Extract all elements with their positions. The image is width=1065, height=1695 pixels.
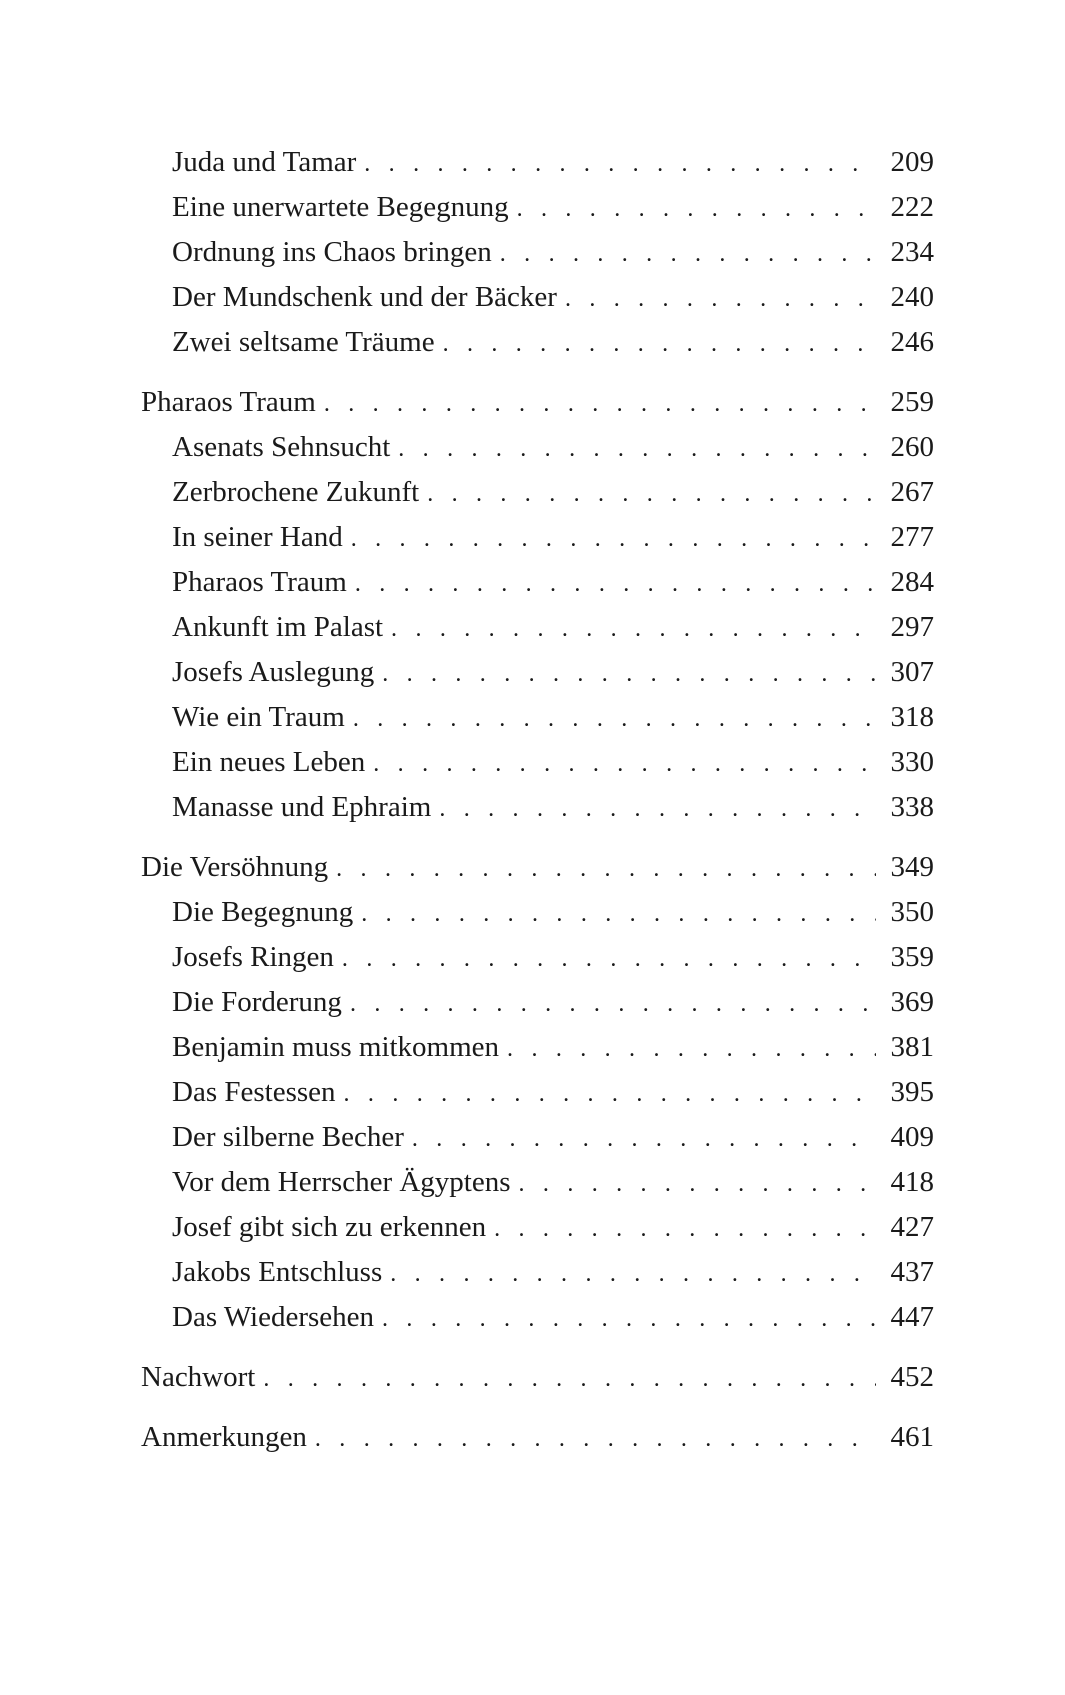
toc-entry-title: Jakobs Entschluss (172, 1256, 383, 1288)
toc-section-page: 461 (890, 1421, 934, 1453)
toc-entry-page: 338 (890, 791, 934, 823)
toc-entry-title: Die Begegnung (172, 896, 354, 928)
toc-entry-title: Ordnung ins Chaos bringen (172, 236, 492, 268)
dot-leader (382, 1297, 876, 1342)
toc-entry-title: Der Mundschenk und der Bäcker (172, 281, 557, 313)
toc-entry (141, 785, 934, 830)
toc-entry (141, 980, 934, 1025)
toc-entry-title: In seiner Hand (172, 521, 343, 553)
dot-leader (519, 1162, 876, 1207)
toc-entry-page: 330 (890, 746, 934, 778)
toc-entry (141, 1295, 934, 1340)
toc-entry (141, 560, 934, 605)
dot-leader (517, 187, 876, 232)
toc-entry-title: Ein neues Leben (172, 746, 366, 778)
toc-entry (141, 1160, 934, 1205)
toc-entry-page: 359 (890, 941, 934, 973)
toc-chapter (141, 380, 934, 425)
toc-chapter-title: Pharaos Traum (141, 386, 316, 418)
dot-leader (507, 1027, 876, 1072)
toc-entry-page: 409 (890, 1121, 934, 1153)
toc-section-title: Anmerkungen (141, 1421, 307, 1453)
toc-chapter-title: Die Versöhnung (141, 851, 329, 883)
dot-leader (364, 142, 876, 187)
dot-leader (412, 1117, 876, 1162)
dot-leader (263, 1357, 876, 1402)
toc-entry (141, 650, 934, 695)
toc-entry (141, 890, 934, 935)
toc-entry-title: Pharaos Traum (172, 566, 347, 598)
dot-leader (373, 742, 876, 787)
toc-section-page: 452 (890, 1361, 934, 1393)
toc-entry (141, 1250, 934, 1295)
toc-section (141, 1415, 934, 1460)
dot-leader (355, 562, 876, 607)
toc-entry-title: Manasse und Ephraim (172, 791, 432, 823)
toc-entry-page: 418 (890, 1166, 934, 1198)
toc-entry-page: 277 (890, 521, 934, 553)
dot-leader (315, 1417, 876, 1462)
toc-entry (141, 230, 934, 275)
toc-entry-title: Josefs Auslegung (172, 656, 375, 688)
toc-entry-title: Zwei seltsame Träume (172, 326, 435, 358)
toc-entry-title: Juda und Tamar (172, 146, 357, 178)
dot-leader (398, 427, 876, 472)
toc-entry-page: 395 (890, 1076, 934, 1108)
dot-leader (382, 652, 876, 697)
toc-entry-title: Das Festessen (172, 1076, 336, 1108)
dot-leader (361, 892, 876, 937)
toc-section-title: Nachwort (141, 1361, 256, 1393)
dot-leader (427, 472, 876, 517)
toc-entry (141, 140, 934, 185)
dot-leader (500, 232, 876, 277)
toc-entry-title: Vor dem Herrscher Ägyptens (172, 1166, 511, 1198)
dot-leader (350, 982, 876, 1027)
toc-entry-page: 246 (890, 326, 934, 358)
toc-entry-title: Eine unerwartete Begegnung (172, 191, 509, 223)
toc-entry (141, 185, 934, 230)
dot-leader (565, 277, 876, 322)
toc-entry-page: 297 (890, 611, 934, 643)
toc-entry-page: 307 (890, 656, 934, 688)
toc-entry-title: Ankunft im Palast (172, 611, 384, 643)
toc-entry-title: Zerbrochene Zukunft (172, 476, 420, 508)
toc-entry (141, 1115, 934, 1160)
toc-chapter-page: 259 (890, 386, 934, 418)
toc-entry-page: 209 (890, 146, 934, 178)
dot-leader (324, 382, 876, 427)
toc-entry (141, 425, 934, 470)
dot-leader (443, 322, 876, 367)
toc-entry-page: 437 (890, 1256, 934, 1288)
toc-chapter (141, 845, 934, 890)
toc-entry-page: 222 (890, 191, 934, 223)
toc-entry-title: Josefs Ringen (172, 941, 334, 973)
toc-entry-page: 369 (890, 986, 934, 1018)
dot-leader (344, 1072, 876, 1117)
toc-entry-page: 234 (890, 236, 934, 268)
toc-entry (141, 935, 934, 980)
toc-section (141, 1355, 934, 1400)
dot-leader (336, 847, 876, 892)
dot-leader (351, 517, 876, 562)
toc-entry-page: 240 (890, 281, 934, 313)
toc-entry-title: Die Forderung (172, 986, 342, 1018)
toc-entry (141, 695, 934, 740)
toc-chapter-page: 349 (890, 851, 934, 883)
dot-leader (494, 1207, 876, 1252)
toc-entry (141, 515, 934, 560)
toc-entry-title: Asenats Sehnsucht (172, 431, 391, 463)
toc-entry-title: Wie ein Traum (172, 701, 345, 733)
toc-entry-page: 284 (890, 566, 934, 598)
toc-entry-title: Benjamin muss mitkommen (172, 1031, 500, 1063)
dot-leader (439, 787, 876, 832)
toc-entry (141, 275, 934, 320)
toc-entry-page: 447 (890, 1301, 934, 1333)
toc-entry-page: 318 (890, 701, 934, 733)
toc-entry (141, 470, 934, 515)
toc-entry-title: Das Wiedersehen (172, 1301, 375, 1333)
toc-entry (141, 1070, 934, 1115)
toc-entry (141, 605, 934, 650)
dot-leader (342, 937, 876, 982)
dot-leader (390, 1252, 876, 1297)
toc-entry (141, 740, 934, 785)
dot-leader (353, 697, 876, 742)
toc-entry (141, 1205, 934, 1250)
toc-entry-page: 381 (890, 1031, 934, 1063)
toc-entry-page: 260 (890, 431, 934, 463)
toc-entry-title: Der silberne Becher (172, 1121, 404, 1153)
table-of-contents (141, 140, 934, 1460)
toc-entry-title: Josef gibt sich zu erkennen (172, 1211, 487, 1243)
toc-entry (141, 320, 934, 365)
dot-leader (391, 607, 876, 652)
toc-entry (141, 1025, 934, 1070)
toc-entry-page: 267 (890, 476, 934, 508)
toc-entry-page: 427 (890, 1211, 934, 1243)
toc-entry-page: 350 (890, 896, 934, 928)
